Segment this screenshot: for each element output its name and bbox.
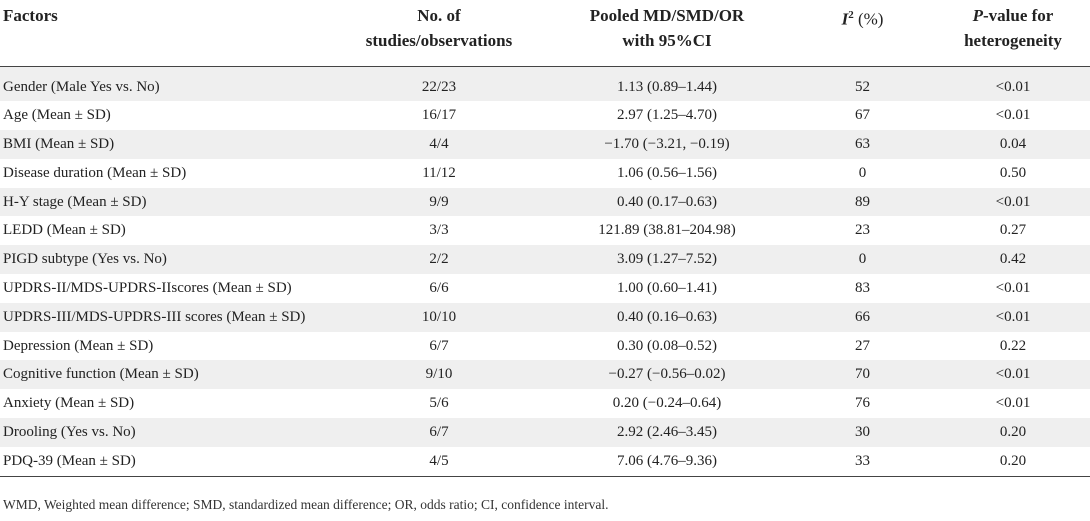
row-factor: UPDRS-II/MDS-UPDRS-IIscores (Mean ± SD) bbox=[3, 280, 292, 297]
row-studies: 6/7 bbox=[333, 418, 545, 447]
row-pooled: 3.09 (1.27–7.52) bbox=[545, 245, 789, 274]
row-p-value: 0.27 bbox=[999, 222, 1027, 239]
row-pooled: 121.89 (38.81–204.98) bbox=[598, 222, 736, 239]
row-studies: 6/6 bbox=[429, 280, 449, 297]
row-i2: 76 bbox=[855, 395, 870, 412]
table-header bbox=[0, 0, 1090, 66]
row-i2: 66 bbox=[789, 303, 936, 332]
row-pooled: 0.30 (0.08–0.52) bbox=[617, 337, 717, 354]
row-pooled: 0.40 (0.17–0.63) bbox=[545, 188, 789, 217]
row-pooled: 1.13 (0.89–1.44) bbox=[545, 66, 789, 101]
table-row bbox=[0, 303, 1090, 332]
table-row bbox=[0, 130, 1090, 159]
row-studies: 11/12 bbox=[422, 164, 456, 181]
row-p-value: 0.20 bbox=[936, 418, 1090, 447]
row-p-value: 0.04 bbox=[936, 130, 1090, 159]
row-pooled: −0.27 (−0.56–0.02) bbox=[545, 360, 789, 389]
row-factor: Drooling (Yes vs. No) bbox=[0, 418, 333, 447]
row-studies: 4/5 bbox=[333, 447, 545, 476]
row-studies: 2/2 bbox=[333, 245, 545, 274]
table-row bbox=[0, 188, 1090, 217]
table-row bbox=[0, 101, 1090, 130]
row-i2: 27 bbox=[855, 337, 870, 354]
row-p-value: <0.01 bbox=[936, 303, 1090, 332]
table-row bbox=[0, 245, 1090, 274]
row-studies: 16/17 bbox=[421, 107, 457, 124]
row-p-value: 0.50 bbox=[999, 164, 1027, 181]
row-i2: 89 bbox=[789, 188, 936, 217]
row-pooled: 7.06 (4.76–9.36) bbox=[545, 447, 789, 476]
row-i2: 67 bbox=[855, 107, 870, 124]
row-p-value: <0.01 bbox=[995, 280, 1031, 297]
row-studies: 4/4 bbox=[333, 130, 545, 159]
row-factor: Anxiety (Mean ± SD) bbox=[3, 395, 135, 412]
row-studies: 10/10 bbox=[333, 303, 545, 332]
table-row bbox=[0, 66, 1090, 101]
table-body bbox=[0, 66, 1090, 476]
table-row bbox=[0, 389, 1090, 418]
row-i2: 30 bbox=[789, 418, 936, 447]
header-i2: $I^2$ (%) bbox=[789, 0, 936, 66]
row-studies: 9/9 bbox=[333, 188, 545, 217]
row-factor: LEDD (Mean ± SD) bbox=[3, 222, 126, 239]
header-factors: Factors bbox=[0, 0, 333, 66]
row-studies: 6/7 bbox=[429, 337, 449, 354]
row-pooled: 2.97 (1.25–4.70) bbox=[617, 107, 717, 124]
row-factor: Depression (Mean ± SD) bbox=[3, 337, 154, 354]
row-pooled: 0.20 (−0.24–0.64) bbox=[612, 395, 722, 412]
table-row bbox=[0, 447, 1090, 476]
row-studies: 5/6 bbox=[429, 395, 449, 412]
table-row bbox=[0, 332, 1090, 361]
row-i2: 0 bbox=[858, 164, 867, 181]
row-p-value: <0.01 bbox=[995, 107, 1031, 124]
row-pooled: 0.40 (0.16–0.63) bbox=[545, 303, 789, 332]
row-p-value: 0.42 bbox=[936, 245, 1090, 274]
header-p-value: P-value for heterogeneity bbox=[936, 0, 1090, 66]
row-studies: 3/3 bbox=[429, 222, 449, 239]
row-i2: 83 bbox=[855, 280, 870, 297]
row-p-value: 0.22 bbox=[999, 337, 1027, 354]
row-factor: Disease duration (Mean ± SD) bbox=[3, 164, 187, 181]
row-p-value: <0.01 bbox=[995, 395, 1031, 412]
row-factor: Age (Mean ± SD) bbox=[3, 107, 111, 124]
table-row bbox=[0, 216, 1090, 245]
row-studies: 9/10 bbox=[333, 360, 545, 389]
table-row bbox=[0, 274, 1090, 303]
row-factor: Gender (Male Yes vs. No) bbox=[0, 66, 333, 101]
row-i2: 52 bbox=[789, 66, 936, 101]
row-factor: UPDRS-III/MDS-UPDRS-III scores (Mean ± SD) bbox=[0, 303, 333, 332]
row-p-value: <0.01 bbox=[936, 66, 1090, 101]
row-i2: 33 bbox=[789, 447, 936, 476]
row-i2: 0 bbox=[789, 245, 936, 274]
row-pooled: 1.00 (0.60–1.41) bbox=[617, 280, 717, 297]
row-studies: 22/23 bbox=[333, 66, 545, 101]
row-i2: 70 bbox=[789, 360, 936, 389]
table-row bbox=[0, 159, 1090, 188]
table-footnote: WMD, Weighted mean difference; SMD, standardized mean difference; OR, odds ratio; CI, confidence interval. bbox=[3, 497, 609, 512]
row-p-value: <0.01 bbox=[936, 360, 1090, 389]
row-factor: H-Y stage (Mean ± SD) bbox=[0, 188, 333, 217]
row-pooled: −1.70 (−3.21, −0.19) bbox=[545, 130, 789, 159]
row-i2: 63 bbox=[789, 130, 936, 159]
table-row bbox=[0, 360, 1090, 389]
row-p-value: 0.20 bbox=[936, 447, 1090, 476]
header-studies: No. of studies/observations bbox=[333, 0, 545, 66]
row-p-value: <0.01 bbox=[936, 188, 1090, 217]
row-factor: PDQ-39 (Mean ± SD) bbox=[0, 447, 333, 476]
table-row bbox=[0, 418, 1090, 447]
row-factor: BMI (Mean ± SD) bbox=[0, 130, 333, 159]
row-factor: Cognitive function (Mean ± SD) bbox=[0, 360, 333, 389]
header-pooled: Pooled MD/SMD/OR with 95%CI bbox=[545, 0, 789, 66]
row-factor: PIGD subtype (Yes vs. No) bbox=[0, 245, 333, 274]
row-pooled: 1.06 (0.56–1.56) bbox=[617, 164, 717, 181]
row-pooled: 2.92 (2.46–3.45) bbox=[545, 418, 789, 447]
row-i2: 23 bbox=[855, 222, 870, 239]
